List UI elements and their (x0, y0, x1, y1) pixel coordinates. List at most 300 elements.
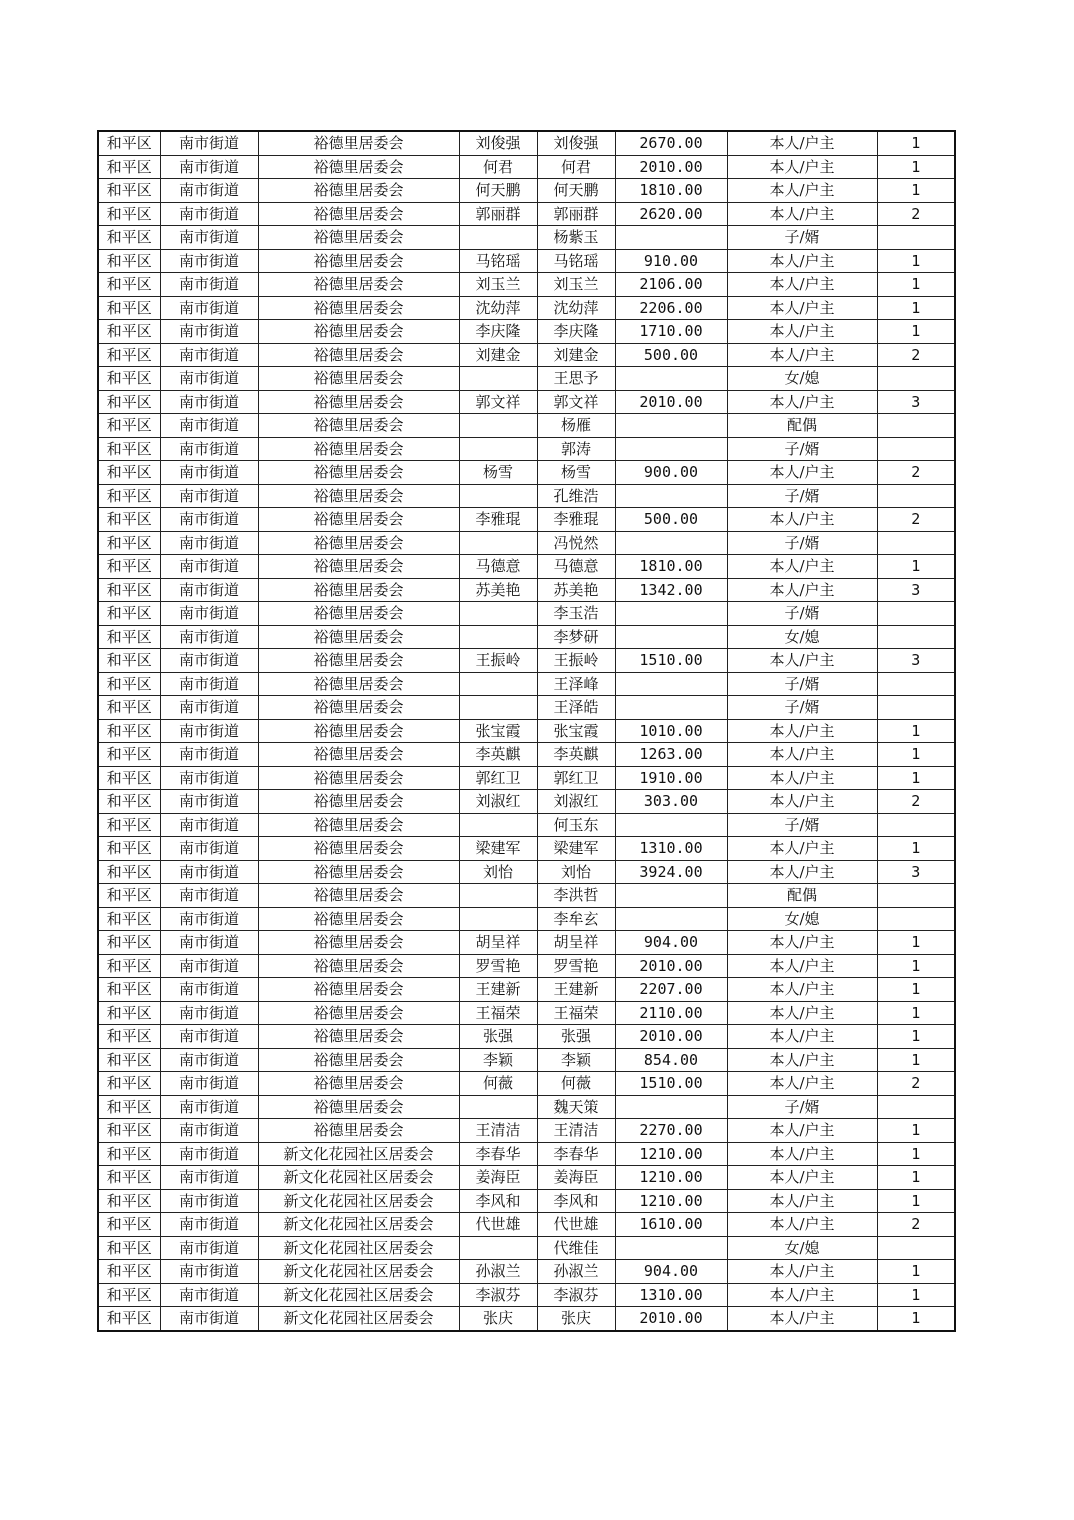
street-cell: 南市街道 (160, 131, 258, 155)
table-row (98, 155, 955, 179)
head-name-cell: 王福荣 (459, 1001, 537, 1025)
member-name-cell: 何君 (537, 155, 615, 179)
relation-cell: 本人/户主 (727, 461, 877, 485)
household-size-cell: 1 (877, 273, 955, 297)
district-cell: 和平区 (98, 390, 160, 414)
table-row (98, 367, 955, 391)
relation-cell: 本人/户主 (727, 719, 877, 743)
table-row (98, 602, 955, 626)
household-size-cell (877, 813, 955, 837)
relation-cell: 本人/户主 (727, 343, 877, 367)
district-cell: 和平区 (98, 1166, 160, 1190)
table-row (98, 649, 955, 673)
street-cell: 南市街道 (160, 696, 258, 720)
committee-cell: 裕德里居委会 (258, 837, 459, 861)
district-cell: 和平区 (98, 1025, 160, 1049)
district-cell: 和平区 (98, 696, 160, 720)
head-name-cell: 姜海臣 (459, 1166, 537, 1190)
household-size-cell (877, 884, 955, 908)
head-name-cell (459, 813, 537, 837)
amount-cell: 2110.00 (615, 1001, 727, 1025)
head-name-cell: 刘怡 (459, 860, 537, 884)
table-row (98, 531, 955, 555)
relation-cell: 子/婿 (727, 813, 877, 837)
table-row (98, 860, 955, 884)
table-row (98, 672, 955, 696)
street-cell: 南市街道 (160, 884, 258, 908)
committee-cell: 裕德里居委会 (258, 484, 459, 508)
head-name-cell (459, 437, 537, 461)
table-row (98, 837, 955, 861)
household-size-cell: 1 (877, 954, 955, 978)
head-name-cell: 何君 (459, 155, 537, 179)
member-name-cell: 李梦研 (537, 625, 615, 649)
table-row (98, 931, 955, 955)
amount-cell: 1710.00 (615, 320, 727, 344)
committee-cell: 裕德里居委会 (258, 931, 459, 955)
amount-cell: 2106.00 (615, 273, 727, 297)
table-row (98, 578, 955, 602)
street-cell: 南市街道 (160, 508, 258, 532)
head-name-cell: 马铭瑶 (459, 249, 537, 273)
amount-cell (615, 226, 727, 250)
street-cell: 南市街道 (160, 1213, 258, 1237)
street-cell: 南市街道 (160, 202, 258, 226)
district-cell: 和平区 (98, 1048, 160, 1072)
household-size-cell (877, 602, 955, 626)
head-name-cell: 张庆 (459, 1307, 537, 1331)
member-name-cell: 王清洁 (537, 1119, 615, 1143)
member-name-cell: 李牟玄 (537, 907, 615, 931)
member-name-cell: 马铭瑶 (537, 249, 615, 273)
amount-cell: 1342.00 (615, 578, 727, 602)
household-size-cell: 2 (877, 1213, 955, 1237)
relation-cell: 本人/户主 (727, 578, 877, 602)
relation-cell: 本人/户主 (727, 508, 877, 532)
district-cell: 和平区 (98, 860, 160, 884)
relation-cell: 女/媳 (727, 367, 877, 391)
table-row (98, 1213, 955, 1237)
street-cell: 南市街道 (160, 719, 258, 743)
district-cell: 和平区 (98, 249, 160, 273)
household-size-cell: 2 (877, 508, 955, 532)
household-size-cell: 1 (877, 719, 955, 743)
head-name-cell (459, 531, 537, 555)
member-name-cell: 张强 (537, 1025, 615, 1049)
street-cell: 南市街道 (160, 1260, 258, 1284)
member-name-cell: 郭红卫 (537, 766, 615, 790)
member-name-cell: 张庆 (537, 1307, 615, 1331)
head-name-cell: 何薇 (459, 1072, 537, 1096)
amount-cell (615, 672, 727, 696)
head-name-cell: 王振岭 (459, 649, 537, 673)
amount-cell: 1010.00 (615, 719, 727, 743)
relation-cell: 子/婿 (727, 226, 877, 250)
committee-cell: 裕德里居委会 (258, 296, 459, 320)
member-name-cell: 冯悦然 (537, 531, 615, 555)
committee-cell: 裕德里居委会 (258, 343, 459, 367)
district-cell: 和平区 (98, 578, 160, 602)
member-name-cell: 刘建金 (537, 343, 615, 367)
committee-cell: 裕德里居委会 (258, 1048, 459, 1072)
table-row (98, 1307, 955, 1331)
district-cell: 和平区 (98, 649, 160, 673)
head-name-cell: 李春华 (459, 1142, 537, 1166)
table-row (98, 790, 955, 814)
district-cell: 和平区 (98, 1095, 160, 1119)
table-row (98, 1025, 955, 1049)
head-name-cell: 罗雪艳 (459, 954, 537, 978)
table-row (98, 1166, 955, 1190)
relation-cell: 本人/户主 (727, 1048, 877, 1072)
household-size-cell: 1 (877, 249, 955, 273)
member-name-cell: 郭涛 (537, 437, 615, 461)
amount-cell (615, 884, 727, 908)
head-name-cell (459, 484, 537, 508)
district-cell: 和平区 (98, 414, 160, 438)
amount-cell: 2010.00 (615, 1307, 727, 1331)
relation-cell: 子/婿 (727, 696, 877, 720)
member-name-cell: 李颖 (537, 1048, 615, 1072)
committee-cell: 裕德里居委会 (258, 531, 459, 555)
street-cell: 南市街道 (160, 367, 258, 391)
street-cell: 南市街道 (160, 837, 258, 861)
committee-cell: 裕德里居委会 (258, 884, 459, 908)
member-name-cell: 王振岭 (537, 649, 615, 673)
street-cell: 南市街道 (160, 907, 258, 931)
household-size-cell: 1 (877, 1189, 955, 1213)
member-name-cell: 杨紫玉 (537, 226, 615, 250)
table-row (98, 743, 955, 767)
head-name-cell: 孙淑兰 (459, 1260, 537, 1284)
head-name-cell: 刘淑红 (459, 790, 537, 814)
committee-cell: 裕德里居委会 (258, 1025, 459, 1049)
relation-cell: 本人/户主 (727, 1260, 877, 1284)
table-row (98, 719, 955, 743)
household-size-cell: 2 (877, 202, 955, 226)
committee-cell: 新文化花园社区居委会 (258, 1213, 459, 1237)
street-cell: 南市街道 (160, 155, 258, 179)
member-name-cell: 郭文祥 (537, 390, 615, 414)
table-row (98, 296, 955, 320)
relation-cell: 本人/户主 (727, 837, 877, 861)
head-name-cell (459, 1095, 537, 1119)
relation-cell: 本人/户主 (727, 1166, 877, 1190)
street-cell: 南市街道 (160, 1189, 258, 1213)
amount-cell (615, 1236, 727, 1260)
household-size-cell: 1 (877, 1283, 955, 1307)
relation-cell: 本人/户主 (727, 860, 877, 884)
member-name-cell: 代世雄 (537, 1213, 615, 1237)
household-size-cell: 2 (877, 461, 955, 485)
table-row (98, 1095, 955, 1119)
amount-cell: 3924.00 (615, 860, 727, 884)
street-cell: 南市街道 (160, 672, 258, 696)
amount-cell: 1310.00 (615, 837, 727, 861)
head-name-cell: 刘玉兰 (459, 273, 537, 297)
committee-cell: 裕德里居委会 (258, 555, 459, 579)
amount-cell: 1210.00 (615, 1166, 727, 1190)
table-row (98, 978, 955, 1002)
committee-cell: 裕德里居委会 (258, 860, 459, 884)
committee-cell: 裕德里居委会 (258, 226, 459, 250)
household-size-cell: 1 (877, 179, 955, 203)
committee-cell: 裕德里居委会 (258, 790, 459, 814)
household-size-cell (877, 1095, 955, 1119)
committee-cell: 裕德里居委会 (258, 813, 459, 837)
committee-cell: 裕德里居委会 (258, 696, 459, 720)
district-cell: 和平区 (98, 1260, 160, 1284)
amount-cell (615, 414, 727, 438)
head-name-cell: 刘建金 (459, 343, 537, 367)
street-cell: 南市街道 (160, 1048, 258, 1072)
street-cell: 南市街道 (160, 978, 258, 1002)
head-name-cell (459, 414, 537, 438)
household-size-cell (877, 226, 955, 250)
district-cell: 和平区 (98, 531, 160, 555)
amount-cell: 1510.00 (615, 649, 727, 673)
committee-cell: 裕德里居委会 (258, 1095, 459, 1119)
street-cell: 南市街道 (160, 1025, 258, 1049)
committee-cell: 裕德里居委会 (258, 508, 459, 532)
head-name-cell (459, 672, 537, 696)
member-name-cell: 王建新 (537, 978, 615, 1002)
relation-cell: 本人/户主 (727, 743, 877, 767)
relation-cell: 本人/户主 (727, 273, 877, 297)
district-cell: 和平区 (98, 484, 160, 508)
relation-cell: 配偶 (727, 884, 877, 908)
household-size-cell: 3 (877, 390, 955, 414)
amount-cell: 2010.00 (615, 155, 727, 179)
amount-cell (615, 367, 727, 391)
household-size-cell: 1 (877, 766, 955, 790)
household-size-cell: 1 (877, 1001, 955, 1025)
table-row (98, 1001, 955, 1025)
head-name-cell: 张强 (459, 1025, 537, 1049)
head-name-cell: 李风和 (459, 1189, 537, 1213)
district-cell: 和平区 (98, 672, 160, 696)
street-cell: 南市街道 (160, 649, 258, 673)
committee-cell: 裕德里居委会 (258, 367, 459, 391)
relation-cell: 子/婿 (727, 484, 877, 508)
table-row (98, 414, 955, 438)
household-size-cell: 1 (877, 1048, 955, 1072)
relation-cell: 本人/户主 (727, 320, 877, 344)
district-cell: 和平区 (98, 719, 160, 743)
relation-cell: 子/婿 (727, 531, 877, 555)
table-row (98, 1189, 955, 1213)
committee-cell: 新文化花园社区居委会 (258, 1189, 459, 1213)
committee-cell: 裕德里居委会 (258, 719, 459, 743)
household-size-cell (877, 625, 955, 649)
table-body (98, 131, 955, 1331)
street-cell: 南市街道 (160, 813, 258, 837)
amount-cell: 500.00 (615, 508, 727, 532)
member-name-cell: 何天鹏 (537, 179, 615, 203)
member-name-cell: 刘淑红 (537, 790, 615, 814)
amount-cell (615, 696, 727, 720)
household-size-cell (877, 437, 955, 461)
committee-cell: 裕德里居委会 (258, 1119, 459, 1143)
committee-cell: 裕德里居委会 (258, 155, 459, 179)
street-cell: 南市街道 (160, 343, 258, 367)
district-cell: 和平区 (98, 320, 160, 344)
household-size-cell: 1 (877, 1260, 955, 1284)
street-cell: 南市街道 (160, 766, 258, 790)
member-name-cell: 张宝霞 (537, 719, 615, 743)
district-cell: 和平区 (98, 1001, 160, 1025)
household-size-cell (877, 367, 955, 391)
household-size-cell (877, 672, 955, 696)
table-row (98, 1048, 955, 1072)
head-name-cell: 沈幼萍 (459, 296, 537, 320)
household-size-cell: 1 (877, 743, 955, 767)
head-name-cell: 苏美艳 (459, 578, 537, 602)
amount-cell: 1510.00 (615, 1072, 727, 1096)
amount-cell: 2620.00 (615, 202, 727, 226)
household-size-cell: 1 (877, 837, 955, 861)
district-cell: 和平区 (98, 837, 160, 861)
committee-cell: 新文化花园社区居委会 (258, 1166, 459, 1190)
amount-cell: 2010.00 (615, 1025, 727, 1049)
committee-cell: 裕德里居委会 (258, 437, 459, 461)
table-row (98, 696, 955, 720)
amount-cell (615, 625, 727, 649)
table-row (98, 1072, 955, 1096)
member-name-cell: 刘玉兰 (537, 273, 615, 297)
amount-cell (615, 531, 727, 555)
district-cell: 和平区 (98, 602, 160, 626)
head-name-cell: 李英麒 (459, 743, 537, 767)
table-row (98, 954, 955, 978)
table-row (98, 131, 955, 155)
committee-cell: 裕德里居委会 (258, 978, 459, 1002)
committee-cell: 裕德里居委会 (258, 1072, 459, 1096)
table-row (98, 555, 955, 579)
street-cell: 南市街道 (160, 743, 258, 767)
street-cell: 南市街道 (160, 602, 258, 626)
amount-cell (615, 602, 727, 626)
household-size-cell: 1 (877, 931, 955, 955)
household-size-cell: 1 (877, 1307, 955, 1331)
street-cell: 南市街道 (160, 1142, 258, 1166)
table-row (98, 884, 955, 908)
member-name-cell: 胡呈祥 (537, 931, 615, 955)
committee-cell: 新文化花园社区居委会 (258, 1236, 459, 1260)
district-cell: 和平区 (98, 437, 160, 461)
household-size-cell: 3 (877, 578, 955, 602)
street-cell: 南市街道 (160, 437, 258, 461)
head-name-cell: 李淑芬 (459, 1283, 537, 1307)
committee-cell: 裕德里居委会 (258, 179, 459, 203)
household-size-cell: 3 (877, 649, 955, 673)
amount-cell: 1210.00 (615, 1189, 727, 1213)
committee-cell: 裕德里居委会 (258, 320, 459, 344)
relation-cell: 子/婿 (727, 672, 877, 696)
district-cell: 和平区 (98, 1283, 160, 1307)
relation-cell: 本人/户主 (727, 131, 877, 155)
member-name-cell: 何薇 (537, 1072, 615, 1096)
member-name-cell: 苏美艳 (537, 578, 615, 602)
relation-cell: 本人/户主 (727, 1119, 877, 1143)
member-name-cell: 魏天策 (537, 1095, 615, 1119)
street-cell: 南市街道 (160, 461, 258, 485)
amount-cell: 904.00 (615, 1260, 727, 1284)
street-cell: 南市街道 (160, 1283, 258, 1307)
district-cell: 和平区 (98, 1189, 160, 1213)
street-cell: 南市街道 (160, 273, 258, 297)
amount-cell: 1310.00 (615, 1283, 727, 1307)
district-cell: 和平区 (98, 226, 160, 250)
household-size-cell: 2 (877, 790, 955, 814)
committee-cell: 裕德里居委会 (258, 625, 459, 649)
street-cell: 南市街道 (160, 1095, 258, 1119)
member-name-cell: 李风和 (537, 1189, 615, 1213)
district-cell: 和平区 (98, 931, 160, 955)
head-name-cell (459, 1236, 537, 1260)
street-cell: 南市街道 (160, 954, 258, 978)
member-name-cell: 李春华 (537, 1142, 615, 1166)
committee-cell: 裕德里居委会 (258, 954, 459, 978)
head-name-cell: 马德意 (459, 555, 537, 579)
household-size-cell: 1 (877, 131, 955, 155)
street-cell: 南市街道 (160, 1001, 258, 1025)
relation-cell: 本人/户主 (727, 1189, 877, 1213)
committee-cell: 裕德里居委会 (258, 461, 459, 485)
district-cell: 和平区 (98, 273, 160, 297)
amount-cell (615, 437, 727, 461)
district-cell: 和平区 (98, 813, 160, 837)
street-cell: 南市街道 (160, 578, 258, 602)
table-row (98, 1283, 955, 1307)
household-table (97, 130, 956, 1332)
head-name-cell: 刘俊强 (459, 131, 537, 155)
member-name-cell: 马德意 (537, 555, 615, 579)
street-cell: 南市街道 (160, 226, 258, 250)
household-size-cell (877, 531, 955, 555)
committee-cell: 新文化花园社区居委会 (258, 1260, 459, 1284)
relation-cell: 本人/户主 (727, 390, 877, 414)
table-row (98, 343, 955, 367)
committee-cell: 裕德里居委会 (258, 578, 459, 602)
amount-cell: 2270.00 (615, 1119, 727, 1143)
table-row (98, 437, 955, 461)
member-name-cell: 王泽皓 (537, 696, 615, 720)
relation-cell: 本人/户主 (727, 555, 877, 579)
relation-cell: 本人/户主 (727, 766, 877, 790)
street-cell: 南市街道 (160, 860, 258, 884)
committee-cell: 新文化花园社区居委会 (258, 1142, 459, 1166)
street-cell: 南市街道 (160, 790, 258, 814)
relation-cell: 本人/户主 (727, 296, 877, 320)
household-size-cell (877, 907, 955, 931)
amount-cell (615, 1095, 727, 1119)
table-row (98, 249, 955, 273)
street-cell: 南市街道 (160, 1307, 258, 1331)
relation-cell: 子/婿 (727, 437, 877, 461)
household-size-cell: 1 (877, 296, 955, 320)
street-cell: 南市街道 (160, 296, 258, 320)
street-cell: 南市街道 (160, 484, 258, 508)
district-cell: 和平区 (98, 907, 160, 931)
district-cell: 和平区 (98, 625, 160, 649)
street-cell: 南市街道 (160, 625, 258, 649)
relation-cell: 女/媳 (727, 1236, 877, 1260)
committee-cell: 裕德里居委会 (258, 766, 459, 790)
household-size-cell: 3 (877, 860, 955, 884)
committee-cell: 裕德里居委会 (258, 1001, 459, 1025)
amount-cell: 2010.00 (615, 390, 727, 414)
